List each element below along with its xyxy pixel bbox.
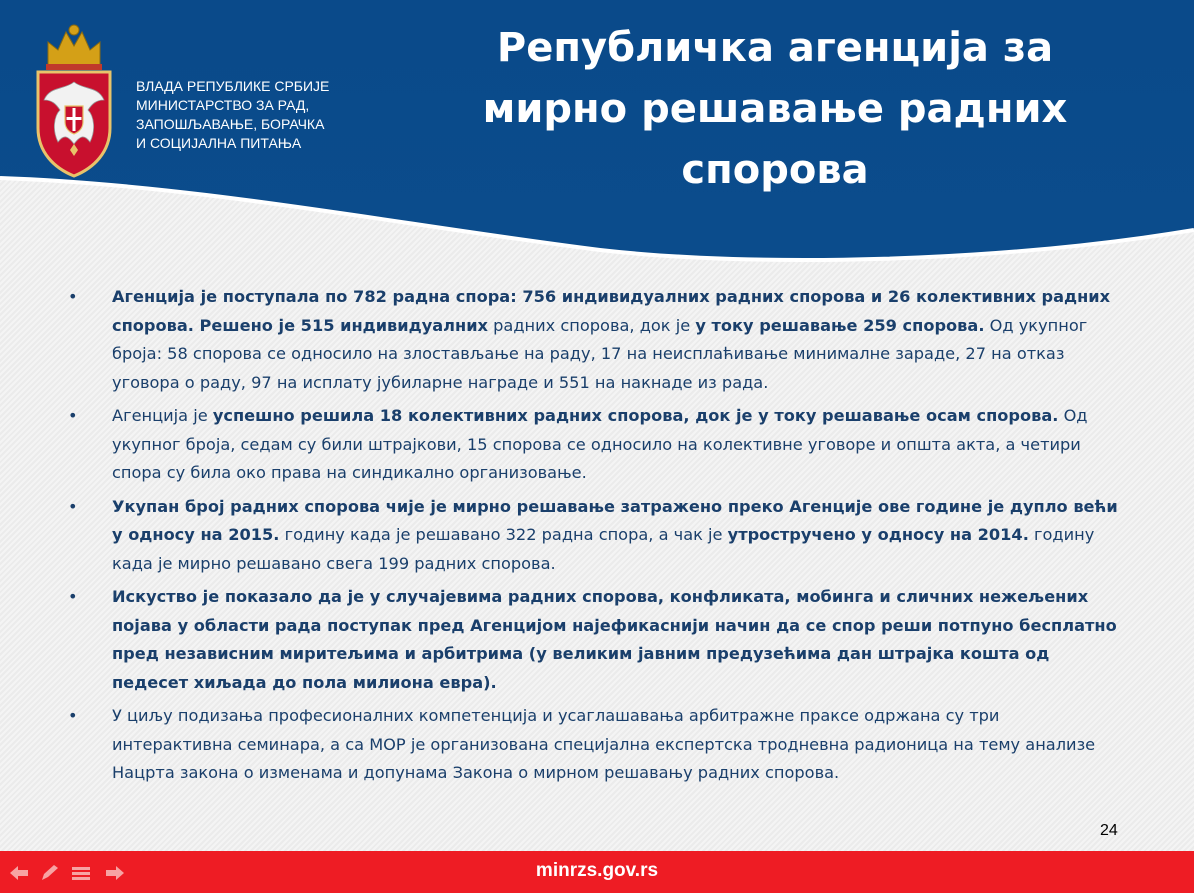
bullet-text-run: радних спорова, док је [488, 315, 696, 335]
bullet-text-bold: утростручено у односу на 2014. [727, 525, 1029, 544]
ministry-line: МИНИСТАРСТВО ЗА РАД, [136, 97, 310, 113]
bullet-text-run: годину када је решавано 322 радна спора, а чак је [279, 525, 728, 544]
bullet-text-bold: Укупан број радних спорова чије је мирно решавање затражено преко Агенције ове године је дупло већи у односу на 2015. [112, 496, 1118, 544]
ministry-line: И СОЦИЈАЛНА ПИТАЊА [136, 135, 302, 151]
slide-title-line: Републичка агенција за [496, 25, 1054, 71]
slide-title-line: спорова [681, 147, 869, 193]
bullet-list [68, 283, 1122, 793]
ministry-line: ЗАПОШЉАВАЊЕ, БОРАЧКА [136, 116, 325, 132]
slide-title-line: мирно решавање радних [482, 86, 1068, 132]
ministry-name [136, 77, 396, 153]
bullet-text [112, 493, 1122, 579]
bullet-dot: • [68, 287, 78, 306]
bullet-item [68, 702, 1122, 788]
bullet-text [112, 702, 1122, 788]
bullet-text [112, 583, 1122, 697]
bullet-text [112, 402, 1122, 488]
bullet-item [68, 402, 1122, 488]
bullet-item [68, 583, 1122, 697]
bullet-text-bold: у току решавање 259 спорова. [695, 315, 985, 335]
bullet-text [112, 283, 1122, 397]
ministry-line: ВЛАДА РЕПУБЛИКЕ СРБИЈЕ [136, 78, 330, 94]
website-url: minrzs.gov.rs [535, 860, 659, 881]
bullet-text-bold: успешно решила 18 колективних радних спорова, док је у току решавање осам спорова. [212, 406, 1059, 425]
bullet-text-bold: Искуство је показало да је у случајевима радних спорова, конфликата, мобинга и сличних нежељених појава у области рада поступак пред Агенцијом најефикаснији начин да се спор реши потпуно бесплатно пред независним миритељима и арбитрима (у великим јавним предузећима дан штрајка кошта од педесет хиљада до пола милиона евра). [112, 587, 1117, 692]
bullet-item [68, 283, 1122, 397]
bullet-dot: • [68, 706, 78, 725]
bullet-dot: • [68, 406, 78, 425]
bullet-text-bold: Агенција је поступала по 782 радна спора: 756 индивидуалних радних спорова и 26 колективних радних спорова. Решено је 515 индивидуалних [112, 287, 1111, 335]
bullet-dot: • [68, 587, 78, 606]
footer-bar [0, 851, 1194, 893]
bullet-text-run: Од укупног броја, седам су били штрајкови, 15 спорова се односило на колективне уговоре и општа акта, а четири спора су била око права на синдикално организовање. [112, 406, 1088, 482]
bullet-text-run: Агенција је [112, 406, 213, 425]
bullet-text-run: годину када је мирно решавано свега 199 радних спорова. [112, 525, 1095, 573]
bullet-text-run: У циљу подизања професионалних компетенција и усаглашавања арбитражне праксе одржана су три интерактивна семинара, а са МОР је организована специјална експертска тродневна радионица на тему анализе Нацрта закона о изменама и допунама Закона о мирном решавању радних спорова. [112, 706, 1096, 782]
bullet-dot: • [68, 496, 78, 516]
coat-of-arms-icon [34, 20, 114, 180]
bullet-item [68, 493, 1122, 579]
slide-title [450, 18, 1100, 201]
bullet-text-run: Од укупног броја: 58 спорова се односило на злостављање на раду, 17 на неисплаћивање минималне зараде, 27 на отказ уговора о раду, 97 на исплату јубиларне награде и 551 на накнаде из рада. [112, 315, 1088, 392]
page-number: 24 [1100, 822, 1118, 839]
